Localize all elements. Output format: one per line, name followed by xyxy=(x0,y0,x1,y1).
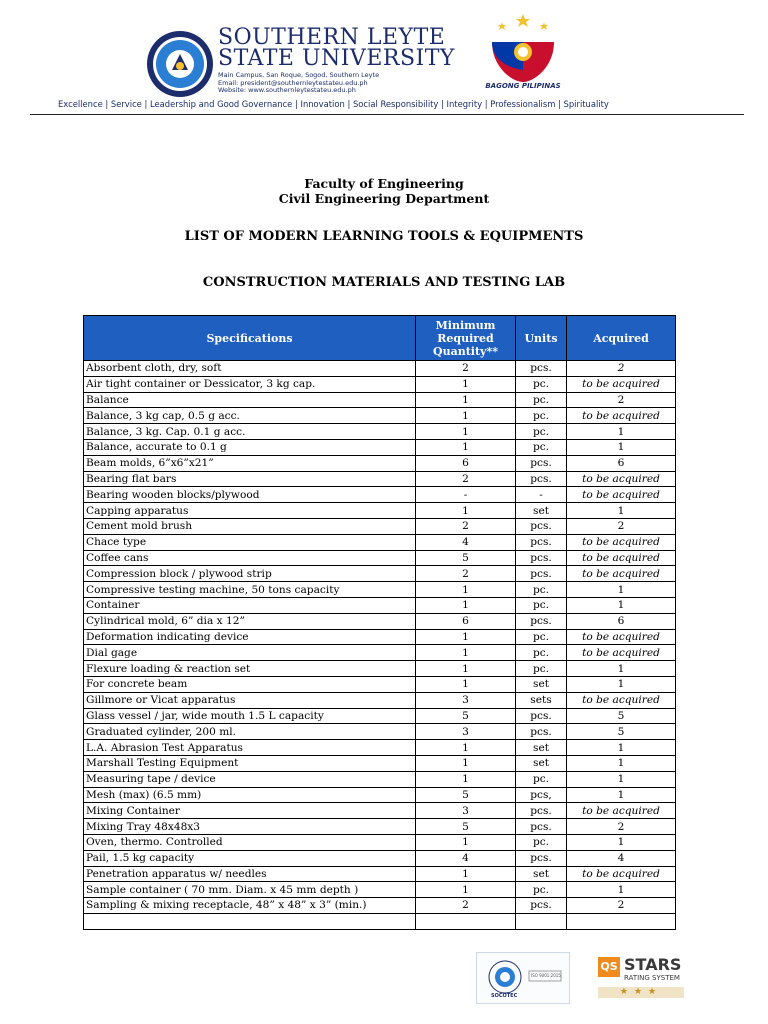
cell-specification: Balance, accurate to 0.1 g xyxy=(84,439,416,455)
cell-specification: Absorbent cloth, dry, soft xyxy=(84,361,416,377)
cell-specification: Graduated cylinder, 200 ml. xyxy=(84,724,416,740)
cell-units: pc. xyxy=(516,645,567,661)
table-row xyxy=(84,866,676,882)
lab-title: CONSTRUCTION MATERIALS AND TESTING LAB xyxy=(202,275,566,290)
header-specifications: Specifications xyxy=(84,316,416,361)
header-divider xyxy=(30,114,744,115)
cell-acquired: 2 xyxy=(567,392,676,408)
cell-specification: Cylindrical mold, 6” dia x 12” xyxy=(84,613,416,629)
cell-specification: L.A. Abrasion Test Apparatus xyxy=(84,740,416,756)
table-row xyxy=(84,771,676,787)
cell-acquired: 6 xyxy=(567,613,676,629)
cell-minimum-quantity: 1 xyxy=(416,866,516,882)
cell-acquired: to be acquired xyxy=(567,487,676,503)
university-website: Website: www.southernleytestateu.edu.ph xyxy=(218,86,356,94)
cell-units: pcs. xyxy=(516,613,567,629)
cell-minimum-quantity: 6 xyxy=(416,613,516,629)
cell-minimum-quantity: 1 xyxy=(416,676,516,692)
cell-minimum-quantity: 2 xyxy=(416,518,516,534)
cell-acquired: to be acquired xyxy=(567,866,676,882)
cell-minimum-quantity: 3 xyxy=(416,724,516,740)
table-row xyxy=(84,708,676,724)
cell-units: pc. xyxy=(516,661,567,677)
cell-specification: Chace type xyxy=(84,534,416,550)
table-row xyxy=(84,503,676,519)
cell-units: pc. xyxy=(516,439,567,455)
cell-specification: Bearing flat bars xyxy=(84,471,416,487)
header-minimum-quantity: Minimum Required Quantity** xyxy=(416,316,516,361)
cell-specification: Cement mold brush xyxy=(84,518,416,534)
cell-acquired: 5 xyxy=(567,724,676,740)
table-row xyxy=(84,518,676,534)
university-core-values: Excellence | Service | Leadership and Good Governance | Innovation | Social Responsibility | Integrity | Professionalism | Spirituality xyxy=(58,99,609,109)
table-row xyxy=(84,913,676,929)
table-row xyxy=(84,819,676,835)
table-row xyxy=(84,834,676,850)
cell-minimum-quantity: 2 xyxy=(416,566,516,582)
cell-specification xyxy=(84,913,416,929)
cell-acquired: to be acquired xyxy=(567,692,676,708)
cell-acquired: to be acquired xyxy=(567,803,676,819)
table-row xyxy=(84,850,676,866)
table-row xyxy=(84,392,676,408)
cell-units: pcs. xyxy=(516,534,567,550)
cell-acquired xyxy=(567,913,676,929)
table-row xyxy=(84,487,676,503)
star-icon: ★ xyxy=(633,987,649,997)
cell-acquired: 1 xyxy=(567,503,676,519)
cell-acquired: to be acquired xyxy=(567,629,676,645)
cell-specification: Balance, 3 kg cap, 0.5 g acc. xyxy=(84,408,416,424)
cell-specification: Coffee cans xyxy=(84,550,416,566)
cell-specification: Sampling & mixing receptacle, 48” x 48” x 3” (min.) xyxy=(84,898,416,914)
qs-stars-text: STARS xyxy=(624,955,682,974)
cell-acquired: 2 xyxy=(567,819,676,835)
cell-minimum-quantity: 1 xyxy=(416,755,516,771)
cell-units: pcs, xyxy=(516,787,567,803)
cell-acquired: 1 xyxy=(567,834,676,850)
cell-units: pcs. xyxy=(516,361,567,377)
bagong-pilipinas-text: BAGONG PILIPINAS xyxy=(485,82,561,90)
university-name-line1: SOUTHERN LEYTE xyxy=(218,25,446,50)
table-row xyxy=(84,755,676,771)
table-row xyxy=(84,724,676,740)
table-row xyxy=(84,582,676,598)
table-header-row xyxy=(84,316,676,361)
cell-minimum-quantity: 1 xyxy=(416,740,516,756)
cell-units: pcs. xyxy=(516,518,567,534)
cell-minimum-quantity: 4 xyxy=(416,534,516,550)
bagong-pilipinas-logo xyxy=(482,12,564,96)
cell-acquired: 1 xyxy=(567,424,676,440)
cell-specification: Measuring tape / device xyxy=(84,771,416,787)
cell-acquired: 5 xyxy=(567,708,676,724)
cell-minimum-quantity: 1 xyxy=(416,661,516,677)
cell-specification: For concrete beam xyxy=(84,676,416,692)
table-row xyxy=(84,455,676,471)
cell-specification: Mixing Tray 48x48x3 xyxy=(84,819,416,835)
socotec-label: SOCOTEC xyxy=(491,993,518,999)
cell-specification: Penetration apparatus w/ needles xyxy=(84,866,416,882)
cell-specification: Beam molds, 6”x6”x21” xyxy=(84,455,416,471)
faculty-name: Faculty of Engineering xyxy=(304,176,464,191)
cell-minimum-quantity: 1 xyxy=(416,834,516,850)
cell-specification: Balance xyxy=(84,392,416,408)
table-row xyxy=(84,408,676,424)
qs-rating-text: RATING SYSTEM xyxy=(624,974,680,982)
cell-acquired: 1 xyxy=(567,882,676,898)
table-row xyxy=(84,424,676,440)
cell-acquired: to be acquired xyxy=(567,534,676,550)
cell-minimum-quantity: 1 xyxy=(416,582,516,598)
cell-minimum-quantity: 1 xyxy=(416,503,516,519)
header-acquired: Acquired xyxy=(567,316,676,361)
cell-minimum-quantity: 4 xyxy=(416,850,516,866)
cell-acquired: 6 xyxy=(567,455,676,471)
table-row xyxy=(84,787,676,803)
table-row xyxy=(84,376,676,392)
cell-units: set xyxy=(516,503,567,519)
cell-acquired: 1 xyxy=(567,740,676,756)
cell-minimum-quantity xyxy=(416,913,516,929)
cell-specification: Air tight container or Dessicator, 3 kg cap. xyxy=(84,376,416,392)
cell-specification: Pail, 1.5 kg capacity xyxy=(84,850,416,866)
university-seal xyxy=(146,30,214,98)
cell-units: set xyxy=(516,740,567,756)
cell-acquired: 1 xyxy=(567,597,676,613)
cell-specification: Container xyxy=(84,597,416,613)
cell-minimum-quantity: 1 xyxy=(416,392,516,408)
cell-specification: Compressive testing machine, 50 tons capacity xyxy=(84,582,416,598)
university-contact xyxy=(218,72,379,95)
qs-star-bar xyxy=(598,987,684,998)
university-name-line2: STATE UNIVERSITY xyxy=(218,46,455,71)
cell-units: pc. xyxy=(516,376,567,392)
cell-acquired: 1 xyxy=(567,771,676,787)
cell-specification: Oven, thermo. Controlled xyxy=(84,834,416,850)
table-row xyxy=(84,645,676,661)
cell-specification: Capping apparatus xyxy=(84,503,416,519)
cell-units: pcs. xyxy=(516,724,567,740)
table-row xyxy=(84,597,676,613)
cell-acquired: to be acquired xyxy=(567,376,676,392)
table-row xyxy=(84,566,676,582)
cell-units: pcs. xyxy=(516,566,567,582)
cell-minimum-quantity: 5 xyxy=(416,787,516,803)
cell-units: pcs. xyxy=(516,803,567,819)
cell-acquired: 1 xyxy=(567,787,676,803)
table-row xyxy=(84,898,676,914)
cell-minimum-quantity: 6 xyxy=(416,455,516,471)
university-email: Email: president@southernleytestateu.edu.ph xyxy=(218,78,368,87)
cell-units: set xyxy=(516,866,567,882)
cell-minimum-quantity: 1 xyxy=(416,439,516,455)
cell-minimum-quantity: 5 xyxy=(416,708,516,724)
cell-minimum-quantity: 2 xyxy=(416,361,516,377)
cell-acquired: 1 xyxy=(567,676,676,692)
cell-minimum-quantity: 1 xyxy=(416,424,516,440)
socotec-certification-logo xyxy=(476,952,570,1004)
cell-units: sets xyxy=(516,692,567,708)
equipment-table xyxy=(83,315,676,930)
table-row xyxy=(84,361,676,377)
table-row xyxy=(84,550,676,566)
cell-minimum-quantity: 2 xyxy=(416,898,516,914)
cell-minimum-quantity: 3 xyxy=(416,803,516,819)
cell-specification: Dial gage xyxy=(84,645,416,661)
cell-minimum-quantity: 1 xyxy=(416,882,516,898)
cell-acquired: 2 xyxy=(567,518,676,534)
table-row xyxy=(84,676,676,692)
cell-specification: Flexure loading & reaction set xyxy=(84,661,416,677)
table-row xyxy=(84,613,676,629)
department-name: Civil Engineering Department xyxy=(278,191,490,206)
cell-minimum-quantity: 1 xyxy=(416,376,516,392)
cell-minimum-quantity: 2 xyxy=(416,471,516,487)
cell-specification: Mixing Container xyxy=(84,803,416,819)
table-row xyxy=(84,534,676,550)
cell-units: pcs. xyxy=(516,850,567,866)
faculty-heading xyxy=(0,176,768,206)
star-icon: ★ xyxy=(648,987,663,997)
cell-acquired: 1 xyxy=(567,661,676,677)
cell-specification: Sample container ( 70 mm. Diam. x 45 mm depth ) xyxy=(84,882,416,898)
cell-units: - xyxy=(516,487,567,503)
university-address: Main Campus, San Roque, Sogod, Southern Leyte xyxy=(218,71,380,79)
table-body xyxy=(84,361,676,930)
table-row xyxy=(84,629,676,645)
cell-acquired: to be acquired xyxy=(567,408,676,424)
cell-minimum-quantity: 3 xyxy=(416,692,516,708)
list-title: LIST OF MODERN LEARNING TOOLS & EQUIPMENTS xyxy=(184,229,584,244)
table-row xyxy=(84,882,676,898)
cell-units: pc. xyxy=(516,424,567,440)
cell-specification: Compression block / plywood strip xyxy=(84,566,416,582)
qs-stars-logo xyxy=(598,955,686,1001)
table-row xyxy=(84,439,676,455)
table-row xyxy=(84,740,676,756)
cell-units: pcs. xyxy=(516,819,567,835)
cell-specification: Deformation indicating device xyxy=(84,629,416,645)
cell-units: pcs. xyxy=(516,550,567,566)
cell-units: pc. xyxy=(516,834,567,850)
cell-minimum-quantity: - xyxy=(416,487,516,503)
cell-units: pc. xyxy=(516,582,567,598)
cell-acquired: to be acquired xyxy=(567,566,676,582)
qs-badge: QS xyxy=(598,957,620,977)
cell-units: pc. xyxy=(516,597,567,613)
star-icon: ★ xyxy=(619,987,634,997)
cell-acquired: 2 xyxy=(567,898,676,914)
cell-minimum-quantity: 5 xyxy=(416,819,516,835)
cell-acquired: to be acquired xyxy=(567,550,676,566)
cell-minimum-quantity: 1 xyxy=(416,629,516,645)
cell-units xyxy=(516,913,567,929)
header-units: Units xyxy=(516,316,567,361)
cell-units: pc. xyxy=(516,392,567,408)
cell-units: pc. xyxy=(516,629,567,645)
table-row xyxy=(84,692,676,708)
university-name xyxy=(218,27,455,69)
cell-units: pcs. xyxy=(516,455,567,471)
cell-specification: Marshall Testing Equipment xyxy=(84,755,416,771)
table-row xyxy=(84,471,676,487)
cell-units: pcs. xyxy=(516,708,567,724)
cell-specification: Gillmore or Vicat apparatus xyxy=(84,692,416,708)
table-row xyxy=(84,661,676,677)
cell-specification: Glass vessel / jar, wide mouth 1.5 L capacity xyxy=(84,708,416,724)
cell-acquired: 1 xyxy=(567,755,676,771)
cell-units: pc. xyxy=(516,408,567,424)
cell-units: pc. xyxy=(516,771,567,787)
cell-minimum-quantity: 1 xyxy=(416,597,516,613)
cell-specification: Mesh (max) (6.5 mm) xyxy=(84,787,416,803)
cell-minimum-quantity: 5 xyxy=(416,550,516,566)
cell-units: pc. xyxy=(516,882,567,898)
socotec-iso: ISO 9001:2015 xyxy=(531,973,561,978)
cell-acquired: to be acquired xyxy=(567,645,676,661)
cell-minimum-quantity: 1 xyxy=(416,645,516,661)
cell-acquired: 4 xyxy=(567,850,676,866)
cell-minimum-quantity: 1 xyxy=(416,771,516,787)
cell-units: pcs. xyxy=(516,471,567,487)
cell-acquired: 2 xyxy=(567,361,676,377)
table-row xyxy=(84,803,676,819)
cell-units: set xyxy=(516,676,567,692)
cell-acquired: to be acquired xyxy=(567,471,676,487)
cell-minimum-quantity: 1 xyxy=(416,408,516,424)
cell-specification: Balance, 3 kg. Cap. 0.1 g acc. xyxy=(84,424,416,440)
cell-acquired: 1 xyxy=(567,582,676,598)
cell-units: pcs. xyxy=(516,898,567,914)
cell-acquired: 1 xyxy=(567,439,676,455)
cell-units: set xyxy=(516,755,567,771)
cell-specification: Bearing wooden blocks/plywood xyxy=(84,487,416,503)
